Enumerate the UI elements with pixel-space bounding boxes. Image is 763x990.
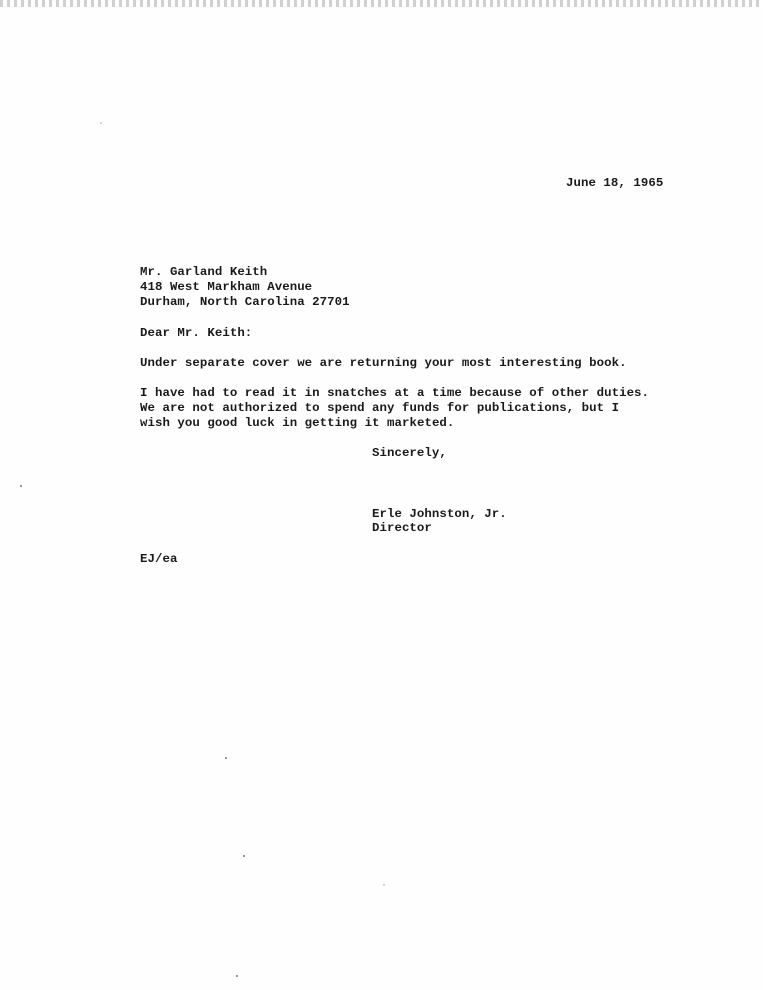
reference-initials: EJ/ea <box>140 552 178 566</box>
salutation: Dear Mr. Keith: <box>140 326 253 340</box>
scan-speck <box>243 855 245 857</box>
recipient-street: 418 West Markham Avenue <box>140 280 313 294</box>
body-paragraph-2-line-2: We are not authorized to spend any funds for publications, but I <box>140 401 620 415</box>
scan-speck <box>225 757 227 759</box>
scan-speck <box>383 884 385 886</box>
recipient-name: Mr. Garland Keith <box>140 265 268 279</box>
closing: Sincerely, <box>372 446 447 460</box>
recipient-city: Durham, North Carolina 27701 <box>140 295 350 309</box>
signature-name: Erle Johnston, Jr. <box>372 507 507 521</box>
scan-speck <box>236 975 238 977</box>
scan-speck <box>20 485 22 487</box>
body-paragraph-2-line-3: wish you good luck in getting it marketed. <box>140 416 455 430</box>
letter-date: June 18, 1965 <box>566 176 664 190</box>
page-top-edge <box>0 0 763 7</box>
scan-speck <box>100 122 102 124</box>
signature-title: Director <box>372 521 432 535</box>
body-paragraph-1: Under separate cover we are returning your most interesting book. <box>140 356 627 370</box>
body-paragraph-2-line-1: I have had to read it in snatches at a time because of other duties. <box>140 386 650 400</box>
